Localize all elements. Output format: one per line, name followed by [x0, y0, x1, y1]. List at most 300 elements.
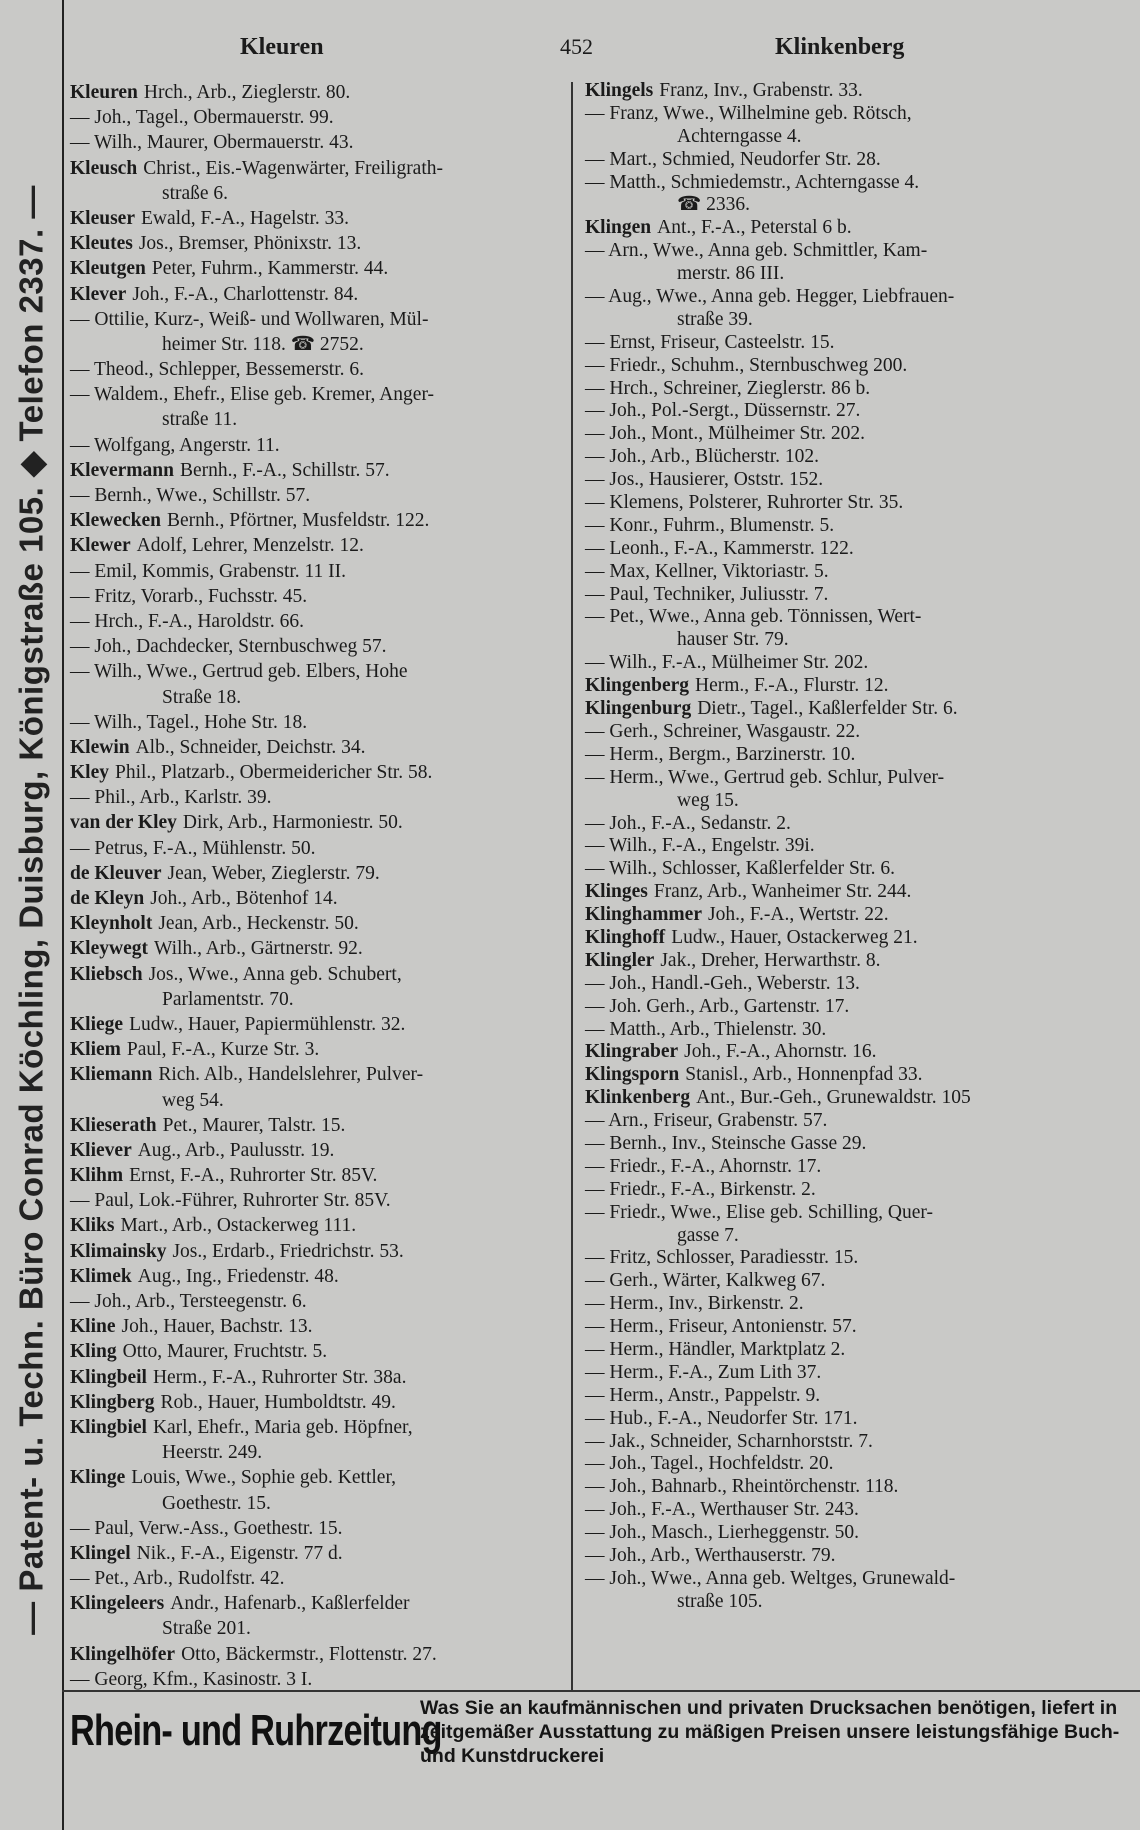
- directory-entry: [585, 400, 1125, 423]
- entry-details: — Herm., Friseur, Antonienstr. 57.: [585, 1316, 857, 1338]
- entry-surname: Klingbiel: [70, 1416, 147, 1438]
- entry-details: Andr., Hafenarb., Kaßlerfelder: [170, 1593, 410, 1615]
- directory-entry: [585, 1156, 1125, 1179]
- directory-entry: [70, 1642, 565, 1667]
- advertisement-sidebar: [0, 0, 64, 1830]
- entry-continuation: Achterngasse 4.: [677, 125, 802, 147]
- entry-surname: de Kleyn: [70, 888, 145, 909]
- directory-entry: [70, 1541, 565, 1566]
- entry-details: Pet., Maurer, Talstr. 15.: [162, 1114, 346, 1136]
- directory-entry: [585, 1316, 1125, 1339]
- directory-entry: [70, 483, 565, 508]
- entry-details: Mart., Arb., Ostackerweg 111.: [120, 1215, 357, 1237]
- entry-surname: Klihm: [70, 1165, 124, 1187]
- directory-entry: [585, 927, 1125, 950]
- entry-details: — Georg, Kfm., Kasinostr. 3 I.: [70, 1668, 313, 1690]
- directory-entry: [70, 710, 565, 735]
- directory-entry: [585, 538, 1125, 561]
- directory-entry: [585, 1568, 1125, 1591]
- entry-surname: Kleusch: [70, 157, 138, 179]
- entry-details: Joh., Hauer, Bachstr. 13.: [121, 1316, 313, 1338]
- directory-entry: [70, 559, 565, 584]
- directory-entry: [585, 858, 1125, 881]
- directory-entry: [70, 1163, 565, 1188]
- entry-details: — Theod., Schlepper, Bessemerstr. 6.: [70, 359, 365, 381]
- entry-details: — Franz, Wwe., Wilhelmine geb. Rötsch,: [585, 102, 912, 124]
- entry-surname: Klinge: [70, 1467, 126, 1489]
- entry-continuation: Straße 18.: [162, 686, 242, 708]
- entry-details: — Friedr., Wwe., Elise geb. Schilling, Quer-: [585, 1201, 934, 1223]
- entry-details: Stanisl., Arb., Honnenpfad 33.: [685, 1064, 923, 1086]
- directory-entry: [70, 1264, 565, 1289]
- directory-entry: [70, 1062, 565, 1087]
- directory-entry: [585, 1522, 1125, 1545]
- entry-surname: Kling: [70, 1341, 117, 1363]
- sidebar-ad-text: — Patent- u. Techn. Büro Conrad Köchling, Duisburg, Königstraße 105. ◆ Telefon 2337. —: [12, 185, 50, 1635]
- entry-details: Dietr., Tagel., Kaßlerfelder Str. 6.: [697, 698, 958, 720]
- directory-entry: [70, 1138, 565, 1163]
- directory-entry: [585, 1362, 1125, 1385]
- entry-surname: Klimainsky: [70, 1240, 167, 1262]
- entry-details: — Herm., Inv., Birkenstr. 2.: [585, 1293, 804, 1315]
- directory-entry: [70, 609, 565, 634]
- page-number: 452: [560, 34, 593, 59]
- entry-details: — Gerh., Wärter, Kalkweg 67.: [585, 1270, 826, 1292]
- directory-entry: [585, 149, 1125, 172]
- entry-details: — Hub., F.-A., Neudorfer Str. 171.: [585, 1407, 858, 1429]
- directory-entry: [585, 698, 1125, 721]
- entry-details: Dirk, Arb., Harmoniestr. 50.: [182, 812, 403, 834]
- entry-details: — Paul, Techniker, Juliusstr. 7.: [585, 583, 829, 605]
- entry-details: — Herm., Händler, Marktplatz 2.: [585, 1338, 846, 1360]
- entry-surname: Kliebsch: [70, 963, 143, 985]
- entry-details: — Wilh., Maurer, Obermauerstr. 43.: [70, 132, 354, 154]
- entry-details: Ernst, F.-A., Ruhrorter Str. 85V.: [129, 1165, 378, 1187]
- entry-details: Joh., F.-A., Wertstr. 22.: [708, 904, 889, 926]
- entry-continuation: merstr. 86 III.: [677, 263, 785, 285]
- directory-entry: [585, 561, 1125, 584]
- entry-details: — Friedr., Schuhm., Sternbuschweg 200.: [585, 354, 908, 376]
- entry-details: — Joh., F.-A., Werthauser Str. 243.: [585, 1499, 859, 1521]
- entry-details: — Emil, Kommis, Grabenstr. 11 II.: [70, 560, 347, 582]
- directory-entry: [585, 423, 1125, 446]
- directory-entry: [70, 508, 565, 533]
- directory-entry: [585, 1545, 1125, 1568]
- directory-entry: [585, 1064, 1125, 1087]
- entry-details: — Matth., Arb., Thielenstr. 30.: [585, 1018, 827, 1040]
- entry-details: — Max, Kellner, Viktoriastr. 5.: [585, 560, 829, 582]
- entry-details: Hrch., Arb., Zieglerstr. 80.: [143, 82, 351, 103]
- entry-continuation: weg 54.: [162, 1089, 224, 1111]
- entry-details: Nik., F.-A., Eigenstr. 77 d.: [136, 1542, 343, 1564]
- directory-entry: [70, 634, 565, 659]
- entry-surname: Kley: [70, 762, 109, 784]
- entry-details: Ludw., Hauer, Papiermühlenstr. 32.: [129, 1013, 406, 1035]
- entry-details: Aug., Ing., Friedenstr. 48.: [137, 1265, 339, 1287]
- entry-details: — Bernh., Wwe., Schillstr. 57.: [70, 485, 311, 506]
- directory-entry: [585, 584, 1125, 607]
- header-last-entry: Klinkenberg: [775, 34, 905, 60]
- entry-details: Aug., Arb., Paulusstr. 19.: [137, 1139, 335, 1161]
- entry-details: Herm., F.-A., Flurstr. 12.: [695, 675, 889, 697]
- directory-entry: [70, 1012, 565, 1037]
- directory-entry: [585, 80, 1125, 103]
- entry-details: — Mart., Schmied, Neudorfer Str. 28.: [585, 148, 881, 170]
- directory-entry: [70, 256, 565, 281]
- entry-details: — Joh., Arb., Tersteegenstr. 6.: [70, 1291, 307, 1312]
- entry-details: — Gerh., Schreiner, Wasgaustr. 22.: [585, 720, 861, 742]
- entry-surname: Klewecken: [70, 510, 161, 532]
- directory-entry: [70, 1188, 565, 1213]
- entry-details: Jean, Arb., Heckenstr. 50.: [158, 913, 359, 935]
- entry-details: Rich. Alb., Handelslehrer, Pulver-: [158, 1064, 424, 1086]
- directory-entry: [70, 1465, 565, 1490]
- entry-details: — Joh., Handl.-Geh., Weberstr. 13.: [585, 972, 860, 994]
- entry-details: Bernh., F.-A., Schillstr. 57.: [179, 459, 390, 481]
- directory-entry: [70, 282, 565, 307]
- directory-entry: [70, 156, 565, 181]
- directory-entry: [585, 1179, 1125, 1202]
- directory-entry: [585, 1408, 1125, 1431]
- entry-details: — Petrus, F.-A., Mühlenstr. 50.: [70, 837, 316, 859]
- directory-entry: [585, 378, 1125, 401]
- directory-entry: [70, 1365, 565, 1390]
- entry-details: Jos., Bremser, Phönixstr. 13.: [138, 233, 362, 255]
- entry-continuation: weg 15.: [677, 789, 739, 811]
- entry-details: — Joh., Bahnarb., Rheintörchenstr. 118.: [585, 1476, 899, 1498]
- directory-entry: [70, 911, 565, 936]
- directory-entry: [70, 1390, 565, 1415]
- entry-details: — Joh., Arb., Werthauserstr. 79.: [585, 1545, 836, 1566]
- directory-entry: [585, 813, 1125, 836]
- entry-details: — Joh., Tagel., Obermauerstr. 99.: [70, 107, 334, 129]
- entry-surname: Kliege: [70, 1013, 124, 1035]
- entry-details: — Wilh., F.-A., Mülheimer Str. 202.: [585, 652, 869, 674]
- entry-continuation: heimer Str. 118. ☎ 2752.: [162, 333, 364, 355]
- directory-entry: [70, 659, 565, 684]
- entry-continuation: Parlamentstr. 70.: [162, 988, 294, 1010]
- entry-details: — Jak., Schneider, Scharnhorststr. 7.: [585, 1430, 873, 1452]
- directory-entry: [70, 1591, 565, 1616]
- directory-entry: [70, 1415, 565, 1440]
- entry-details: Franz, Inv., Grabenstr. 33.: [659, 80, 863, 101]
- entry-surname: Klingberg: [70, 1391, 155, 1413]
- entry-details: — Joh., Wwe., Anna geb. Weltges, Grunewald-: [585, 1567, 956, 1589]
- entry-surname: Klingraber: [585, 1041, 679, 1063]
- entry-surname: Klingels: [585, 80, 654, 101]
- directory-entry: [70, 1113, 565, 1138]
- entry-details: — Fritz, Vorarb., Fuchsstr. 45.: [70, 585, 308, 607]
- directory-entry: [585, 355, 1125, 378]
- entry-details: — Waldem., Ehefr., Elise geb. Kremer, Anger-: [70, 384, 435, 406]
- entry-surname: Klimek: [70, 1265, 132, 1287]
- directory-entry: [70, 382, 565, 407]
- entry-details: Louis, Wwe., Sophie geb. Kettler,: [131, 1467, 397, 1489]
- entry-surname: Kline: [70, 1316, 116, 1338]
- directory-entry: [585, 332, 1125, 355]
- entry-details: Otto, Maurer, Fruchtstr. 5.: [122, 1341, 328, 1363]
- directory-entry: [70, 458, 565, 483]
- entry-details: — Leonh., F.-A., Kammerstr. 122.: [585, 537, 854, 559]
- entry-continuation: straße 105.: [677, 1590, 763, 1612]
- entry-details: — Hrch., Schreiner, Zieglerstr. 86 b.: [585, 377, 871, 399]
- directory-entry: [585, 1087, 1125, 1110]
- entry-continuation: Heerstr. 249.: [162, 1442, 263, 1464]
- entry-details: Otto, Bäckermstr., Flottenstr. 27.: [181, 1643, 437, 1665]
- entry-details: — Matth., Schmiedemstr., Achterngasse 4.: [585, 171, 920, 193]
- entry-details: Ludw., Hauer, Ostackerweg 21.: [671, 926, 918, 948]
- directory-entry: [70, 433, 565, 458]
- entry-continuation: Straße 201.: [162, 1618, 251, 1640]
- directory-entry: [70, 861, 565, 886]
- entry-details: Joh., Arb., Bötenhof 14.: [150, 888, 338, 909]
- directory-entry: [70, 810, 565, 835]
- entry-details: — Friedr., F.-A., Birkenstr. 2.: [585, 1178, 816, 1200]
- directory-entry: [70, 130, 565, 155]
- entry-details: — Phil., Arb., Karlstr. 39.: [70, 787, 272, 809]
- entry-details: — Joh. Gerh., Arb., Gartenstr. 17.: [585, 995, 850, 1017]
- directory-entry: [70, 836, 565, 861]
- entry-surname: Klingsporn: [585, 1064, 680, 1086]
- bottom-advertisement: [62, 1690, 1140, 1787]
- directory-entry: [70, 735, 565, 760]
- directory-entry: [70, 1239, 565, 1264]
- entry-details: — Joh., Masch., Lierheggenstr. 50.: [585, 1522, 860, 1544]
- entry-surname: Klingbeil: [70, 1366, 147, 1388]
- entry-surname: Klinghoff: [585, 926, 666, 948]
- left-column: [70, 80, 565, 1692]
- directory-entry: [585, 1202, 1125, 1225]
- header-first-entry: Kleuren: [240, 34, 324, 60]
- entry-surname: Kliks: [70, 1215, 115, 1237]
- entry-surname: Kleynholt: [70, 913, 153, 935]
- entry-surname: Kliem: [70, 1039, 121, 1061]
- directory-entry: [585, 1270, 1125, 1293]
- entry-surname: Klingen: [585, 217, 652, 239]
- directory-entry: [70, 886, 565, 911]
- directory-entry: [585, 1293, 1125, 1316]
- entry-continuation: ☎ 2336.: [677, 194, 751, 216]
- entry-details: — Paul, Verw.-Ass., Goethestr. 15.: [70, 1517, 343, 1539]
- entry-details: Jak., Dreher, Herwarthstr. 8.: [660, 949, 881, 971]
- entry-surname: Klewer: [70, 535, 131, 557]
- entry-details: Jos., Wwe., Anna geb. Schubert,: [148, 963, 402, 985]
- directory-entry: [70, 206, 565, 231]
- directory-entry: [70, 1566, 565, 1591]
- directory-entry: [585, 1133, 1125, 1156]
- directory-entry: [585, 469, 1125, 492]
- directory-entry: [585, 446, 1125, 469]
- directory-entry: [70, 1667, 565, 1692]
- entry-details: Rob., Hauer, Humboldtstr. 49.: [160, 1391, 396, 1413]
- directory-entry: [585, 103, 1125, 126]
- entry-surname: Kleuren: [70, 82, 138, 103]
- newspaper-title: Rhein- und Ruhrzeitung: [70, 1706, 442, 1755]
- entry-details: — Ernst, Friseur, Casteelstr. 15.: [585, 331, 835, 353]
- entry-continuation: straße 39.: [677, 308, 753, 330]
- entry-details: — Pet., Wwe., Anna geb. Tönnissen, Wert-: [585, 606, 922, 628]
- entry-surname: Kleuser: [70, 207, 135, 229]
- directory-entry: [70, 1213, 565, 1238]
- directory-entry: [585, 1339, 1125, 1362]
- entry-details: — Ottilie, Kurz-, Weiß- und Wollwaren, Mül-: [70, 308, 429, 330]
- directory-entry: [585, 675, 1125, 698]
- entry-surname: Klevermann: [70, 459, 174, 481]
- entry-details: — Konr., Fuhrm., Blumenstr. 5.: [585, 514, 835, 536]
- entry-details: Alb., Schneider, Deichstr. 34.: [135, 736, 366, 758]
- entry-surname: Kleutgen: [70, 258, 146, 280]
- entry-details: Franz, Arb., Wanheimer Str. 244.: [653, 881, 912, 903]
- directory-entry: [585, 950, 1125, 973]
- entry-details: — Aug., Wwe., Anna geb. Hegger, Liebfrauen-: [585, 286, 955, 308]
- entry-details: — Jos., Hausierer, Oststr. 152.: [585, 469, 824, 491]
- directory-entry: [70, 533, 565, 558]
- directory-entry: [585, 1431, 1125, 1454]
- entry-details: — Paul, Lok.-Führer, Ruhrorter Str. 85V.: [70, 1190, 391, 1212]
- entry-surname: Kliever: [70, 1139, 132, 1161]
- entry-details: Ewald, F.-A., Hagelstr. 33.: [140, 207, 350, 229]
- entry-details: — Bernh., Inv., Steinsche Gasse 29.: [585, 1132, 867, 1154]
- directory-entry: [585, 1476, 1125, 1499]
- entry-details: — Wilh., Tagel., Hohe Str. 18.: [70, 711, 308, 733]
- directory-entry: [70, 80, 565, 105]
- entry-surname: Klingeleers: [70, 1593, 165, 1615]
- directory-entry: [585, 835, 1125, 858]
- directory-entry: [70, 785, 565, 810]
- entry-details: — Pet., Arb., Rudolfstr. 42.: [70, 1568, 285, 1590]
- directory-entry: [585, 996, 1125, 1019]
- directory-entry: [585, 1041, 1125, 1064]
- entry-surname: Klingenberg: [585, 675, 690, 697]
- directory-entry: [70, 584, 565, 609]
- entry-details: Christ., Eis.-Wagenwärter, Freiligrath-: [143, 157, 443, 179]
- directory-entry: [585, 767, 1125, 790]
- directory-entry: [585, 1385, 1125, 1408]
- directory-entry: [70, 1037, 565, 1062]
- entry-surname: de Kleuver: [70, 862, 162, 884]
- entry-continuation: straße 11.: [162, 409, 238, 431]
- entry-details: Ant., Bur.-Geh., Grunewaldstr. 105: [696, 1087, 971, 1109]
- directory-entry: [70, 1516, 565, 1541]
- entry-surname: van der Kley: [70, 812, 177, 834]
- entry-surname: Klewin: [70, 736, 130, 758]
- entry-details: Jos., Erdarb., Friedrichstr. 53.: [172, 1240, 404, 1262]
- entry-details: — Friedr., F.-A., Ahornstr. 17.: [585, 1155, 822, 1177]
- entry-details: Herm., F.-A., Ruhrorter Str. 38a.: [152, 1366, 407, 1388]
- directory-entry: [585, 1247, 1125, 1270]
- directory-entry: [70, 357, 565, 382]
- entry-details: — Herm., Wwe., Gertrud geb. Schlur, Pulver-: [585, 766, 945, 788]
- entry-details: — Hrch., F.-A., Haroldstr. 66.: [70, 610, 305, 632]
- entry-details: Joh., F.-A., Ahornstr. 16.: [684, 1041, 877, 1063]
- directory-entry: [70, 962, 565, 987]
- advertisement-text: Was Sie an kaufmännischen und privaten Drucksachen benötigen, liefert in zeitgemäßer Ausstattung zu mäßigen Preisen unsere leistungsfähige Buch- und Kunstdruckerei: [420, 1697, 1120, 1767]
- entry-continuation: hauser Str. 79.: [677, 629, 789, 651]
- right-column: [585, 80, 1125, 1614]
- entry-details: — Herm., F.-A., Zum Lith 37.: [585, 1361, 822, 1383]
- directory-entry: [585, 492, 1125, 515]
- directory-entry: [70, 760, 565, 785]
- entry-details: Joh., F.-A., Charlottenstr. 84.: [132, 283, 359, 305]
- directory-entry: [585, 286, 1125, 309]
- directory-entry: [585, 973, 1125, 996]
- entry-details: — Wilh., Wwe., Gertrud geb. Elbers, Hohe: [70, 661, 408, 683]
- directory-entry: [585, 1453, 1125, 1476]
- directory-entry: [585, 172, 1125, 195]
- entry-details: Bernh., Pförtner, Musfeldstr. 122.: [166, 510, 430, 532]
- entry-surname: Kleywegt: [70, 938, 148, 960]
- directory-entry: [585, 904, 1125, 927]
- directory-entry: [70, 231, 565, 256]
- entry-continuation: straße 6.: [162, 182, 229, 204]
- entry-details: — Fritz, Schlosser, Paradiesstr. 15.: [585, 1247, 859, 1269]
- directory-entry: [70, 1339, 565, 1364]
- directory-entry: [585, 515, 1125, 538]
- entry-details: Ant., F.-A., Peterstal 6 b.: [657, 217, 852, 239]
- directory-entry: [585, 1019, 1125, 1042]
- entry-details: — Arn., Wwe., Anna geb. Schmittler, Kam-: [585, 240, 928, 262]
- directory-entry: [70, 307, 565, 332]
- entry-details: — Arn., Friseur, Grabenstr. 57.: [585, 1110, 828, 1132]
- entry-details: — Wilh., F.-A., Engelstr. 39i.: [585, 835, 815, 857]
- entry-details: — Joh., Tagel., Hochfeldstr. 20.: [585, 1453, 834, 1475]
- entry-surname: Kleutes: [70, 233, 133, 255]
- entry-details: Wilh., Arb., Gärtnerstr. 92.: [153, 938, 363, 960]
- directory-entry: [70, 1289, 565, 1314]
- directory-entry: [585, 744, 1125, 767]
- directory-entry: [585, 1110, 1125, 1133]
- directory-entry: [585, 881, 1125, 904]
- entry-details: Karl, Ehefr., Maria geb. Höpfner,: [152, 1416, 413, 1438]
- directory-entry: [585, 652, 1125, 675]
- entry-surname: Klinges: [585, 881, 648, 903]
- entry-details: Phil., Platzarb., Obermeidericher Str. 58.: [115, 762, 433, 784]
- directory-entry: [70, 1314, 565, 1339]
- directory-entry: [585, 217, 1125, 240]
- entry-surname: Kliemann: [70, 1064, 153, 1086]
- directory-entry: [70, 936, 565, 961]
- entry-surname: Klever: [70, 283, 127, 305]
- entry-details: — Herm., Bergm., Barzinerstr. 10.: [585, 743, 856, 765]
- entry-surname: Klingel: [70, 1542, 131, 1564]
- entry-details: — Joh., Arb., Blücherstr. 102.: [585, 446, 819, 468]
- entry-details: Jean, Weber, Zieglerstr. 79.: [167, 862, 380, 884]
- entry-details: — Herm., Anstr., Pappelstr. 9.: [585, 1384, 821, 1406]
- entry-details: — Joh., Mont., Mülheimer Str. 202.: [585, 423, 866, 445]
- entry-continuation: gasse 7.: [677, 1224, 739, 1246]
- column-divider: [571, 82, 573, 1692]
- entry-surname: Klingler: [585, 949, 655, 971]
- entry-details: Adolf, Lehrer, Menzelstr. 12.: [136, 535, 364, 557]
- entry-surname: Klinghammer: [585, 904, 702, 926]
- entry-details: — Wilh., Schlosser, Kaßlerfelder Str. 6.: [585, 858, 896, 880]
- entry-details: — Wolfgang, Angerstr. 11.: [70, 434, 280, 456]
- directory-entry: [585, 1499, 1125, 1522]
- entry-details: — Joh., Pol.-Sergt., Düssernstr. 27.: [585, 400, 861, 422]
- entry-surname: Klingenburg: [585, 698, 692, 720]
- directory-entry: [585, 240, 1125, 263]
- entry-surname: Klieserath: [70, 1114, 157, 1136]
- entry-details: Paul, F.-A., Kurze Str. 3.: [126, 1039, 320, 1061]
- entry-details: — Klemens, Polsterer, Ruhrorter Str. 35.: [585, 492, 904, 514]
- entry-continuation: Goethestr. 15.: [162, 1492, 271, 1514]
- entry-surname: Klinkenberg: [585, 1087, 691, 1109]
- directory-entry: [70, 105, 565, 130]
- directory-entry: [585, 606, 1125, 629]
- directory-entry: [585, 721, 1125, 744]
- entry-surname: Klingelhöfer: [70, 1643, 176, 1665]
- entry-details: Peter, Fuhrm., Kammerstr. 44.: [151, 258, 389, 280]
